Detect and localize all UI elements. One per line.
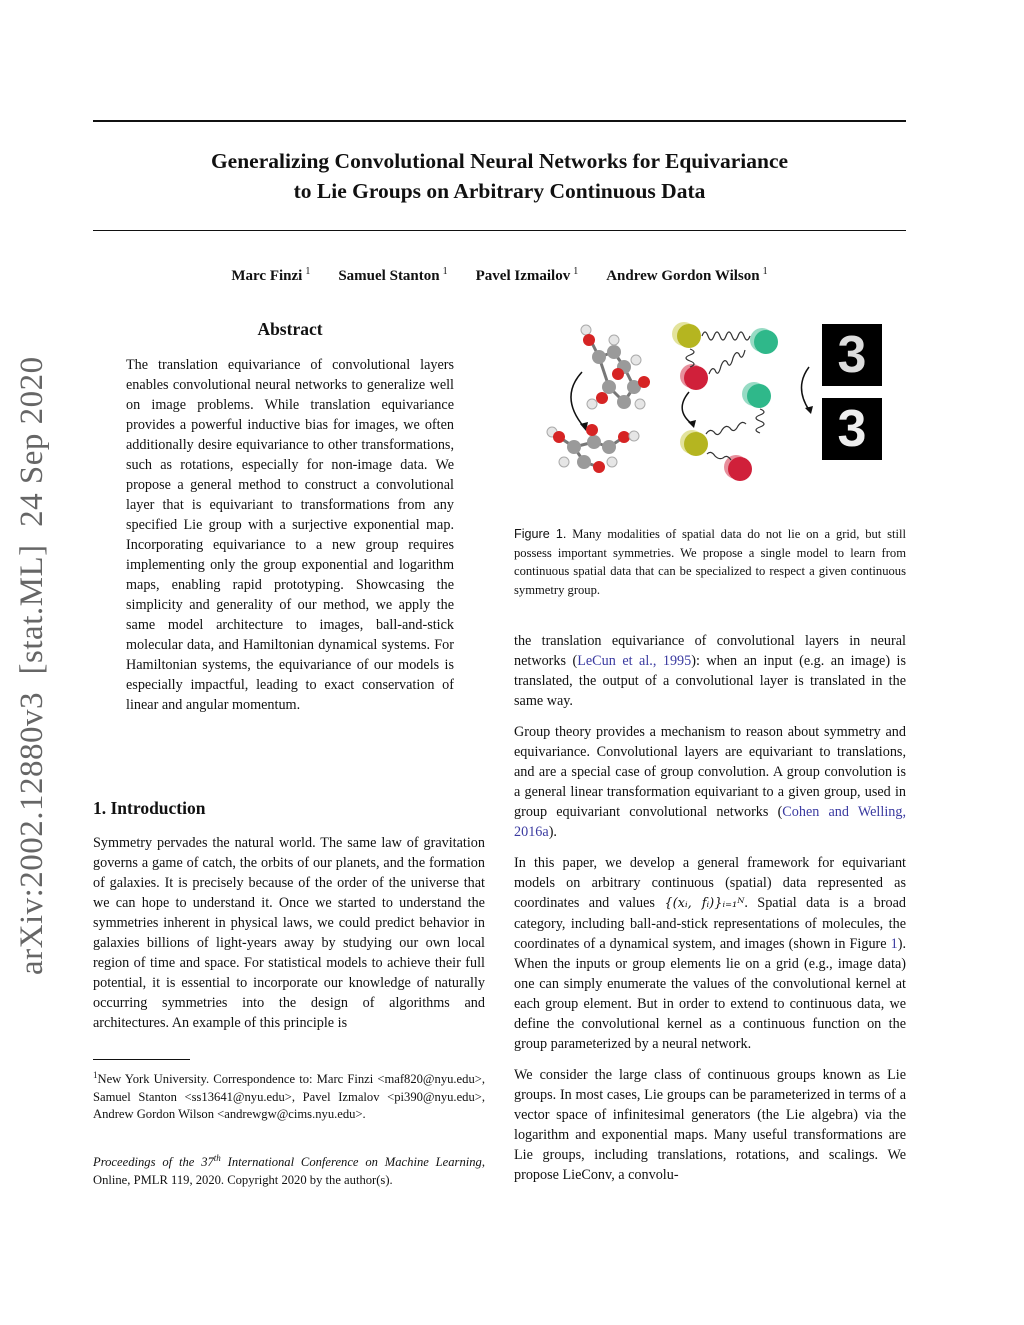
title-line-2: to Lie Groups on Arbitrary Continuous Data (293, 179, 706, 203)
figure-caption-text: Many modalities of spatial data do not lie on a grid, but still possess important symmetries. We propose a single model to learn from continuous spatial data that can be specialized to respect a given continuous symmetry group. (514, 527, 906, 597)
spring-system-top (672, 322, 778, 390)
title-top-rule (93, 120, 906, 122)
molecule-top (581, 325, 650, 409)
arrow-springs (682, 392, 692, 424)
footnote (93, 1067, 485, 1124)
author: Samuel Stanton $^1$ (338, 266, 448, 284)
figure-1 (514, 312, 906, 502)
spring-system-bottom (680, 382, 771, 481)
arrow-molecule (571, 372, 584, 427)
title-line-1: Generalizing Convolutional Neural Networks for Equivariance (210, 149, 789, 173)
citation-link[interactable]: LeCun et al., 1995 (577, 653, 692, 669)
digit-label-bottom: 3 (837, 400, 867, 458)
author: Pavel Izmailov $^1$ (475, 266, 579, 284)
figure-reference-link[interactable]: 1 (890, 936, 898, 952)
paragraph: Group theory provides a mechanism to reason about symmetry and equivariance. Convolutional layers are equivariant to translations, and are a special case of group convolution. A group convolution is a general linear transformation equivariant to a given group, used in group equivariant convolutional networks (Cohen and Welling, 2016a). (514, 724, 906, 840)
introduction-text: Symmetry pervades the natural world. The same law of gravitation governs a game of catch, the orbits of our planets, and the formation of galaxies. It is precisely because of the order of the universe that we can hope to understand it. Once we started to understand the symmetries inherent in physical laws, we could predict behavior in galaxies billions of light-years away by studying our own local region of time and space. For statistical models to achieve their full potential, it is essential to incorporate our knowledge of naturally occurring symmetries into the design of algorithms and architectures. An example of this principle is (93, 835, 485, 1031)
abstract-text: The translation equivariance of convolutional layers enables convolutional neural networks to generalize well on image problems. While translation equivariance provides a powerful inductive bias for images, we often additionally desire equivariance to other transformations, such as rotations, especially for non-image data. We propose a general method to construct a convolutional layer that is equivariant to transformations from any specified Lie group with a surjective exponential map. Incorporating equivariance to a new group requires implementing only the group exponential and logarithm maps, enabling rapid prototyping. Showcasing the simplicity and generality of our method, we apply the same model architecture to images, ball-and-stick molecular data, and Hamiltonian dynamical systems. For Hamiltonian systems, the equivariance of our models is especially impactful, leading to exact conservation of linear and angular momentum. (126, 357, 454, 713)
footnote-marker: 1 (93, 1070, 98, 1080)
paragraph: We consider the large class of continuous groups known as Lie groups. In most cases, Lie groups can be parameterized in terms of a vector space of infinitesimal generators (the Lie algebra) via the logarithm and exponential maps. Many useful transformations are Lie groups, including translations, rotations, and scalings. We propose LieConv, a convolu- (514, 1067, 906, 1183)
figure-label: Figure 1. (514, 527, 567, 541)
molecule-bottom (547, 424, 639, 473)
arrow-digits (802, 367, 810, 410)
author: Marc Finzi $^1$ (231, 266, 311, 284)
footnote-rule (93, 1059, 190, 1060)
author: Andrew Gordon Wilson $^1$ (606, 266, 768, 284)
digit-label-top: 3 (837, 326, 867, 384)
section-heading-introduction: 1. Introduction (93, 798, 206, 818)
paragraph: the translation equivariance of convolutional layers in neural networks (LeCun et al., 1995): when an input (e.g. an image) is translated, the output of a convolutional layer is translated in the same way. (514, 633, 907, 709)
math-expression: {(xᵢ, fᵢ)}ᵢ₌₁ᴺ (664, 896, 745, 911)
proceedings-note: Proceedings of the 37th International Conference on Machine Learning, Online, PMLR 119, 2020. Copyright 2020 by the author(s). (93, 1153, 486, 1187)
arxiv-stamp: arXiv:2002.12880v3 [stat.ML] 24 Sep 2020 (14, 356, 50, 975)
abstract-heading: Abstract (257, 319, 323, 339)
paragraph: In this paper, we develop a general framework for equivariant models on arbitrary continuous (spatial) data represented as coordinates and values {(xᵢ, fᵢ)}ᵢ₌₁ᴺ. Spatial data is a broad category, including ball-and-stick representations of molecules, the coordinates of a dynamical system, and images (shown in Figure 1). When the inputs or group elements lie on a grid (e.g., image data) one can simply enumerate the values of the convolutional kernel at each group element. But in order to extend to continuous data, we define the convolutional kernel as a continuous function on the group parameterized by a neural network. (514, 855, 906, 1052)
title-bottom-rule (93, 230, 906, 231)
author-list (93, 266, 906, 285)
paper-title (93, 146, 906, 206)
figure-1-caption (514, 525, 906, 599)
right-column-text (514, 631, 906, 1196)
footnote-text: New York University. Correspondence to: Marc Finzi <maf820@nyu.edu>, Samuel Stanton <ss13641@nyu.edu>, Pavel Izmalov <pi390@nyu.edu>, Andrew Gordon Wilson <andrewgw@cims.nyu.edu>. (93, 1072, 485, 1121)
citation-link[interactable]: Cohen and Welling, 2016a (514, 804, 906, 840)
figure-1-illustration (514, 312, 906, 502)
